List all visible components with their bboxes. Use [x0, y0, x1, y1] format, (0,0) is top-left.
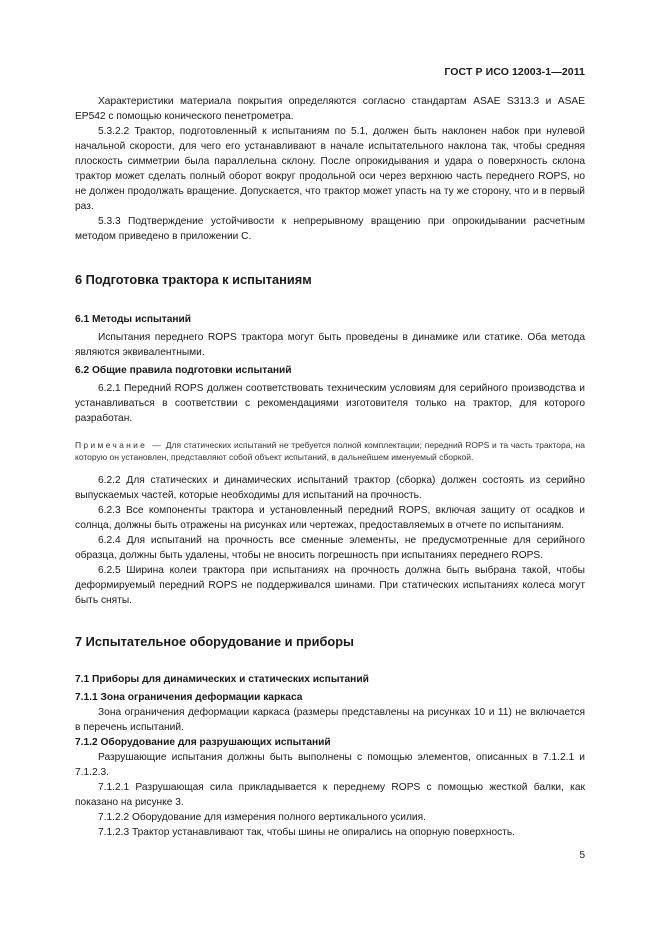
note-text: Для статических испытаний не требуется полной комплектации; передний ROPS и та часть трактора, на которую он установлен, представляют собой объект испытаний, в дальнейшем именуемый сборкой.: [75, 440, 585, 462]
section-heading-7: 7 Испытательное оборудование и приборы: [75, 634, 354, 649]
subsection-heading-6-1: 6.1 Методы испытаний: [75, 314, 192, 325]
paragraph-5-3-3: 5.3.3 Подтверждение устойчивости к непрерывному вращению при опрокидывании расчетным методом приведено в приложении С.: [75, 216, 585, 242]
subsection-heading-6-2: 6.2 Общие правила подготовки испытаний: [75, 365, 292, 376]
subsection-heading-7-1-2: 7.1.2 Оборудование для разрушающих испытаний: [75, 737, 331, 748]
paragraph-6-2-2: 6.2.2 Для статических и динамических испытаний трактор (сборка) должен состоять из серийно выпускаемых частей, которые необходимы для испытаний на прочность.: [75, 475, 585, 501]
paragraph-6-2-1: 6.2.1 Передний ROPS должен соответствовать техническим условиям для серийного производства и устанавливаться в соответствии с рекомендациями изготовителя только на трактор, для которого разработан.: [75, 383, 585, 424]
note-block: [75, 439, 585, 463]
paragraph-6-2-5: 6.2.5 Ширина колеи трактора при испытаниях на прочность должна быть выбрана такой, чтобы деформируемый передний ROPS не поддерживался шинами. При статических испытаниях колеса могут быть сняты.: [75, 565, 585, 606]
subsection-heading-7-1-1: 7.1.1 Зона ограничения деформации каркаса: [75, 692, 303, 703]
paragraph-6-1: Испытания переднего ROPS трактора могут быть проведены в динамике или статике. Оба метода являются эквивалентными.: [75, 332, 585, 358]
paragraph-7-1-2-1: 7.1.2.1 Разрушающая сила прикладывается к переднему ROPS с помощью жесткой балки, как показано на рисунке 3.: [75, 782, 585, 808]
page-number: 5: [579, 850, 585, 861]
section-heading-6: 6 Подготовка трактора к испытаниям: [75, 272, 312, 287]
paragraph-5-3-2-2: 5.3.2.2 Трактор, подготовленный к испытаниям по 5.1, должен быть наклонен набок при нулевой начальной скорости, для чего его устанавливают в начале испытательного наклона так, чтобы средняя плоскость симметрии была параллельна склону. После опрокидывания и удара о поверхность склона трактор может сделать полный оборот вокруг продольной оси через верхнюю часть переднего ROPS, но не должен продолжать вращение. Допускается, что трактор может упасть на ту же сторону, что и в первый раз.: [75, 126, 585, 212]
document-body: [75, 94, 585, 840]
paragraph-6-2-4: 6.2.4 Для испытаний на прочность все сменные элементы, не предусмотренные для серийного образца, должны быть удалены, чтобы не вносить погрешность при испытаниях переднего ROPS.: [75, 535, 585, 561]
paragraph-7-1-2-2: 7.1.2.2 Оборудование для измерения полного вертикального усилия.: [98, 812, 426, 823]
document-header: ГОСТ Р ИСО 12003-1—2011: [444, 66, 585, 78]
note-lead: Примечание —: [75, 440, 164, 450]
paragraph-7-1-2-3: 7.1.2.3 Трактор устанавливают так, чтобы шины не опирались на опорную поверхность.: [98, 827, 516, 838]
subsection-heading-7-1: 7.1 Приборы для динамических и статических испытаний: [75, 674, 369, 685]
paragraph-7-1-2: Разрушающие испытания должны быть выполнены с помощью элементов, описанных в 7.1.2.1 и 7.1.2.3.: [75, 752, 585, 778]
paragraph-7-1-1: Зона ограничения деформации каркаса (размеры представлены на рисунках 10 и 11) не включается в перечень испытаний.: [75, 707, 585, 733]
paragraph-intro: Характеристики материала покрытия определяются согласно стандартам ASAE S313.3 и ASAE EP542 с помощью конического пенетрометра.: [75, 96, 585, 122]
paragraph-6-2-3: 6.2.3 Все компоненты трактора и установленный передний ROPS, включая защиту от осадков и солнца, должны быть отражены на рисунках или чертежах, предоставляемых в отчете по испытаниям.: [75, 505, 585, 531]
